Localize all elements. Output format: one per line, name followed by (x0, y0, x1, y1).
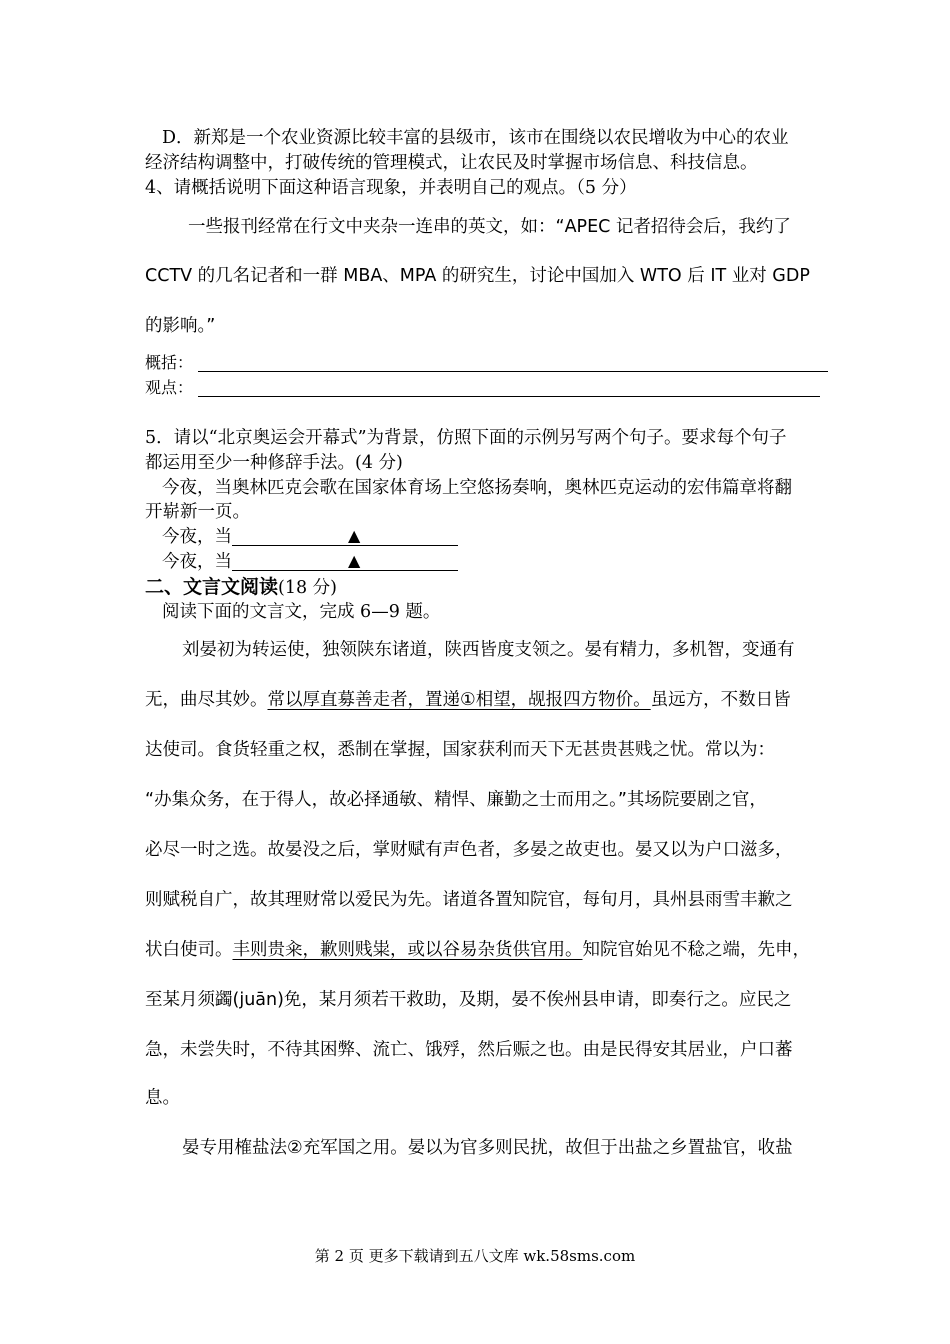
fill-sentence-2 (162, 550, 458, 574)
page-footer: 第 2 页 更多下载请到五八文库 wk.58sms.com (314, 1247, 636, 1265)
summary-label: 概括： (145, 353, 194, 372)
passage-line-10: 息。 (145, 1088, 180, 1108)
section-2-heading: 二、文言文阅读 (145, 576, 279, 598)
opinion-label: 观点： (145, 378, 194, 397)
fill-sentence-2-prefix: 今夜，当 (162, 552, 232, 572)
question-5-example-line-2: 开崭新一页。 (145, 502, 250, 522)
passage-line-2-start: 无，曲尽其妙。 (145, 690, 268, 710)
fill-sentence-1-prefix: 今夜，当 (162, 527, 232, 547)
passage-line-2-end: 虽远方，不数日皆 (650, 690, 791, 710)
passage-line-11: 晏专用榷盐法②充军国之用。晏以为官多则民扰，故但于出盐之乡置盐官，收盐 (182, 1138, 793, 1158)
passage-line-1: 刘晏初为转运使，独领陕东诸道，陕西皆度支领之。晏有精力，多机智，变通有 (182, 640, 795, 660)
section-2-points: (18 分) (278, 578, 338, 598)
passage-underlined-sentence-1: 常以厚直募善走者，置递①相望，觇报四方物价。 (267, 690, 651, 710)
passage-underlined-sentence-2: 丰则贵籴，歉则贱粜，或以谷易杂货供官用。 (232, 940, 583, 960)
opinion-answer-blank[interactable] (198, 378, 820, 397)
fill-sentence-1-blank[interactable] (232, 527, 458, 546)
section-2-heading-row (145, 574, 337, 601)
question-4-quote-line-1: 一些报刊经常在行文中夹杂一连串的英文，如：“APEC 记者招待会后，我约了 (188, 217, 791, 237)
passage-line-9: 急，未尝失时，不待其困弊、流亡、饿殍，然后赈之也。由是民得安其居业，户口蕃 (145, 1040, 793, 1060)
option-d-line-2: 经济结构调整中，打破传统的管理模式，让农民及时掌握市场信息、科技信息。 (145, 153, 758, 173)
fill-sentence-2-blank[interactable] (232, 552, 458, 571)
passage-line-2 (145, 688, 791, 712)
fill-sentence-1 (162, 525, 458, 549)
summary-answer-row (145, 352, 828, 374)
option-d-line-1: D．新郑是一个农业资源比较丰富的县级市，该市在围绕以农民增收为中心的农业 (162, 128, 789, 148)
opinion-answer-row (145, 377, 820, 399)
passage-line-7-start: 状白使司。 (145, 940, 233, 960)
passage-line-3: 达使司。食货轻重之权，悉制在掌握，国家获利而天下无甚贵甚贱之忧。常以为： (145, 740, 775, 760)
passage-line-8: 至某月须蠲(juān)免，某月须若干救助，及期，晏不俟州县申请，即奏行之。应民之 (145, 990, 792, 1010)
passage-line-4: “办集众务，在于得人，故必择通敏、精悍、廉勤之士而用之。”其场院要剧之官， (145, 790, 767, 810)
passage-line-7 (145, 938, 810, 962)
triangle-marker-icon: ▲ (348, 551, 361, 570)
question-5-prompt-line-2: 都运用至少一种修辞手法。(4 分) (145, 453, 403, 473)
question-5-example-line-1: 今夜，当奥林匹克会歌在国家体育场上空悠扬奏响，奥林匹克运动的宏伟篇章将翻 (162, 478, 792, 498)
question-5-prompt-line-1: 5．请以“北京奥运会开幕式”为背景，仿照下面的示例另写两个句子。要求每个句子 (145, 428, 787, 448)
question-4-quote-line-3: 的影响。” (145, 316, 216, 336)
passage-line-5: 必尽一时之选。故晏没之后，掌财赋有声色者，多晏之故吏也。晏又以为户口滋多， (145, 840, 793, 860)
question-4-quote-line-2: CCTV 的几名记者和一群 MBA、MPA 的研究生，讨论中国加入 WTO 后 IT 业对 GDP (145, 266, 810, 286)
summary-answer-blank[interactable] (198, 353, 828, 372)
question-4-prompt: 4、请概括说明下面这种语言现象，并表明自己的观点。（5 分） (145, 178, 637, 198)
section-2-instruction: 阅读下面的文言文，完成 6—9 题。 (162, 602, 441, 622)
passage-line-7-end: 知院官始见不稔之端，先申， (582, 940, 810, 960)
passage-line-6: 则赋税自广，故其理财常以爱民为先。诸道各置知院官，每旬月，具州县雨雪丰歉之 (145, 890, 793, 910)
triangle-marker-icon: ▲ (348, 526, 361, 545)
